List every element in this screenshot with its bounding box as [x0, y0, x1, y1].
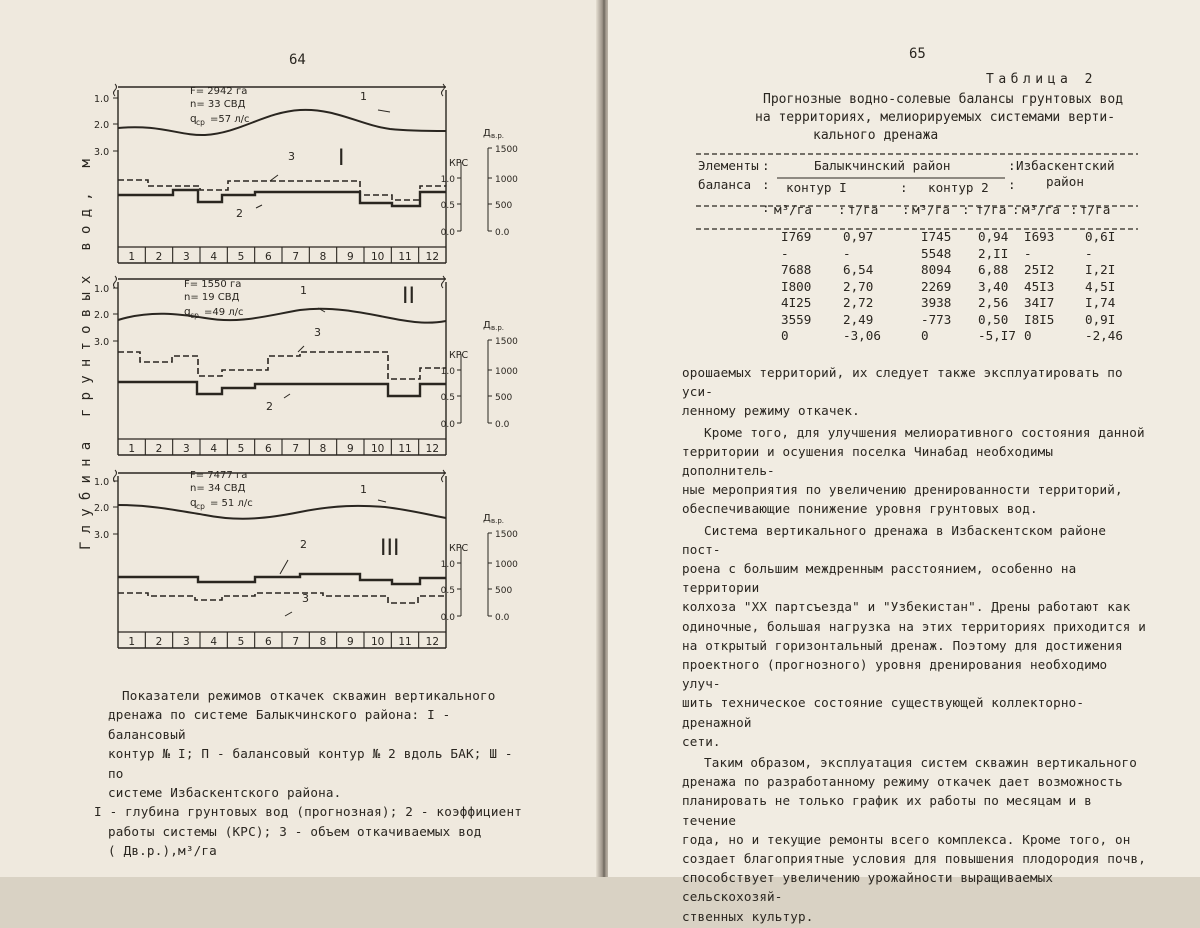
table-title-line: Прогнозные водно-солевые балансы грунтовых вод: [763, 92, 1124, 107]
month-label: 4: [210, 251, 218, 263]
month-label: 1: [128, 251, 136, 263]
table-header-contour1: контур I: [786, 180, 847, 195]
paragraph: [682, 753, 1152, 926]
curve-label: 1: [360, 90, 367, 103]
table-cell: 7688: [781, 262, 812, 277]
dvr-tick-label: 1500: [495, 337, 518, 347]
month-label: 10: [370, 443, 385, 455]
caption-line: контур № I; П - балансовый контур № 2 вдоль БАК; Ш - по: [108, 746, 513, 781]
text-line: шить техническое состояние существующей коллекторно-дренажной: [682, 695, 1085, 730]
table-unit: м³/га: [912, 202, 950, 217]
month-label: 11: [398, 251, 412, 263]
table-cell: -: [1085, 245, 1093, 261]
table-unit: м³/га: [1022, 202, 1060, 217]
table-cell: 0: [781, 328, 789, 343]
month-label: 9: [346, 636, 354, 648]
krs-tick-label: 0.5: [440, 201, 455, 211]
krs-tick-label: 0.5: [440, 586, 455, 596]
depth-tick-label: 1.0: [94, 94, 110, 105]
axis-break-mark: [114, 470, 117, 482]
table-unit: т/га: [1080, 202, 1111, 217]
curve-label: 2: [300, 538, 307, 551]
table-cell: -3,06: [843, 328, 881, 343]
figure-caption: [94, 686, 528, 861]
table-header-balyk: Балыкчинский район: [814, 158, 951, 173]
text-line: ные мероприятия по увеличению дренированности территорий,: [682, 482, 1123, 498]
table-unit: м³/га: [774, 202, 812, 217]
chart-flow-symbol: q: [184, 306, 191, 318]
body-text: [682, 363, 1152, 928]
month-label: 8: [319, 443, 327, 455]
text-line: создает благоприятные условия для повышения плодородия почв,: [682, 851, 1146, 867]
table-cell: 2,70: [843, 278, 874, 294]
text-line: Система вертикального дренажа в Избаскентском районе пост-: [682, 522, 1107, 557]
table-header-contour2: контур 2: [928, 180, 989, 195]
table-cell: 0,9I: [1085, 311, 1116, 327]
groundwater-depth-curve: [118, 309, 446, 323]
krs-tick-label: 1.0: [440, 367, 455, 377]
chart-wells: n= 33 СВД: [190, 99, 246, 110]
krs-tick-label: 0.0: [440, 228, 455, 238]
table-cell: 0,97: [843, 229, 874, 244]
month-label: 10: [370, 251, 385, 263]
table-cell: I745: [921, 229, 952, 244]
dvr-axis-title: Д: [483, 320, 491, 331]
chart-flow-symbol: q: [190, 497, 197, 509]
table-cell: 25I2: [1024, 262, 1055, 277]
text-line: года, но и текущие ремонты всего комплекса. Кроме того, он: [682, 831, 1131, 847]
krs-axis-title: КРС: [449, 158, 469, 169]
table-cell: 0: [1024, 328, 1032, 343]
month-label: 9: [346, 251, 354, 263]
dvr-tick-label: 1500: [495, 145, 518, 155]
text-line: Таким образом, эксплуатация систем скважин вертикального: [704, 755, 1137, 771]
dvr-axis-subscript: в.р.: [491, 517, 505, 525]
axis-break-mark: [114, 84, 117, 96]
table-cell: 0,6I: [1085, 229, 1116, 244]
curve-leader: [378, 110, 390, 112]
depth-tick-label: 3.0: [94, 530, 110, 541]
month-label: 7: [292, 443, 300, 455]
month-label: 5: [237, 251, 245, 263]
month-label: 6: [264, 251, 272, 263]
dvr-tick-label: 0.0: [495, 420, 510, 430]
table-header-elements: Элементы: [698, 158, 759, 173]
axis-break-mark: [442, 84, 445, 96]
month-label: 11: [398, 443, 412, 455]
text-line: сети.: [682, 733, 721, 749]
caption-line: I - глубина грунтовых вод (прогнозная); 2 - коэффициент: [94, 804, 523, 820]
krs-tick-label: 1.0: [440, 175, 455, 185]
krs-tick-label: 0.5: [440, 393, 455, 403]
caption-line: Показатели режимов откачек скважин вертикального: [122, 688, 496, 703]
chart-roman-label: I: [338, 146, 345, 171]
table-cell: -2,46: [1085, 328, 1123, 343]
depth-tick-label: 2.0: [94, 503, 110, 514]
pumped-volume-line: [118, 593, 446, 603]
groundwater-depth-curve: [118, 505, 446, 519]
curve-label: 3: [314, 326, 321, 339]
table-cell: I800: [781, 278, 812, 294]
month-label: 1: [128, 636, 136, 648]
chart-area: F= 1550 га: [184, 279, 242, 290]
table-cell: I,2I: [1085, 262, 1116, 277]
table-cell: 8094: [921, 262, 952, 277]
krs-tick-label: 1.0: [440, 560, 455, 570]
dvr-tick-label: 500: [495, 586, 513, 596]
chart-area: F= 7477 га: [190, 470, 248, 481]
pumped-volume-line: [118, 180, 446, 200]
left-page: [0, 0, 604, 877]
krs-axis-title: КРС: [449, 543, 469, 554]
table-cell: I8I5: [1024, 311, 1055, 327]
dvr-tick-label: 1500: [495, 530, 518, 540]
curve-label: 2: [236, 207, 243, 220]
chart-flow-symbol: q: [190, 113, 197, 125]
text-line: ленному режиму откачек.: [682, 403, 860, 419]
table-unit: т/га: [848, 202, 879, 217]
text-line: на открытый горизонтальный дренаж. Поэтому для достижения: [682, 637, 1123, 653]
chart-wells: n= 34 СВД: [190, 483, 246, 494]
text-line: Кроме того, для улучшения мелиоративного состояния данной: [704, 424, 1145, 440]
chart-area: F= 2942 га: [190, 86, 248, 97]
groundwater-depth-curve: [118, 110, 446, 135]
month-label: 2: [155, 636, 163, 648]
text-line: территории и осушения поселка Чинабад необходимы дополнитель-: [682, 443, 1054, 479]
table-cell: 3559: [781, 311, 812, 327]
y-axis-label: Глубина грунтовых вод, м: [78, 150, 94, 550]
table-label: Таблица 2: [986, 72, 1097, 87]
dvr-tick-label: 0.0: [495, 613, 510, 623]
table-cell: 2,56: [978, 295, 1009, 310]
caption-line: системе Избаскентского района.: [108, 785, 342, 801]
text-line: способствует увеличению урожайности выращиваемых сельскохозяй-: [682, 870, 1054, 905]
table-cell: 2,II: [978, 245, 1009, 261]
month-label: 3: [182, 443, 190, 455]
curve-leader: [298, 346, 304, 352]
table-cell: 6,54: [843, 262, 874, 277]
table-cell: 0,50: [978, 311, 1009, 327]
page-number-right: 65: [909, 46, 926, 62]
dvr-axis-subscript: в.р.: [491, 132, 505, 140]
month-label: 8: [319, 251, 327, 263]
krs-tick-label: 0.0: [440, 420, 455, 430]
table-cell: -: [781, 245, 789, 261]
chart-flow-subscript: ср: [190, 311, 199, 320]
depth-tick-label: 3.0: [94, 147, 110, 158]
paragraph: [682, 363, 1152, 421]
caption-line: работы системы (КРС); 3 - объем откачиваемых вод: [108, 823, 482, 839]
curve-leader: [256, 205, 262, 208]
page-number-left: 64: [289, 52, 306, 68]
table-cell: 5548: [921, 245, 952, 261]
krs-line: [118, 190, 446, 206]
table-cell: 3,40: [978, 278, 1009, 294]
depth-tick-label: 1.0: [94, 477, 110, 488]
month-label: 12: [425, 636, 440, 648]
depth-tick-label: 3.0: [94, 337, 110, 348]
chart-flow: = 51 л/с: [210, 498, 253, 509]
text-line: дренажа по разработанному режиму откачек дает возможность: [682, 774, 1123, 790]
table-cell: I693: [1024, 229, 1055, 244]
curve-leader: [285, 612, 292, 616]
table-cell: 0,94: [978, 229, 1009, 244]
curve-label: 3: [302, 592, 309, 605]
axis-break-mark: [442, 276, 445, 288]
month-label: 8: [319, 636, 327, 648]
dvr-tick-label: 1000: [495, 560, 518, 570]
table-title-line: на территориях, мелиорируемых системами верти-: [755, 110, 1116, 125]
text-line: роена с большим междренным расстоянием, особенно на территории: [682, 561, 1077, 596]
table-title-line: кального дренажа: [813, 128, 939, 143]
text-line: ственных культур.: [682, 908, 814, 924]
month-label: 12: [425, 251, 440, 263]
table-header-izbask: район: [1046, 174, 1084, 189]
table-header-izbask: Избаскентский: [1016, 158, 1115, 173]
month-label: 7: [292, 636, 300, 648]
dvr-axis-title: Д: [483, 128, 491, 139]
axis-break-mark: [114, 276, 117, 288]
month-label: 3: [182, 251, 190, 263]
dvr-tick-label: 500: [495, 393, 513, 403]
chart-flow-subscript: ср: [196, 118, 205, 127]
table-cell: -5,I7: [978, 328, 1016, 343]
text-line: проектного (прогнозного) уровня дренирования необходимо улуч-: [682, 657, 1108, 692]
table-cell: -: [843, 245, 851, 261]
paragraph: [682, 423, 1152, 519]
table-cell: 45I3: [1024, 278, 1055, 294]
table-cell: 3938: [921, 295, 952, 310]
dvr-tick-label: 0.0: [495, 228, 510, 238]
krs-axis-title: КРС: [449, 350, 469, 361]
curve-leader: [280, 560, 288, 574]
month-label: 5: [237, 636, 245, 648]
axis-break-mark: [442, 470, 445, 482]
krs-line: [118, 382, 446, 396]
table-cell: 2,49: [843, 311, 874, 327]
curve-leader: [284, 394, 290, 398]
chart-roman-label: III: [380, 536, 400, 561]
month-label: 2: [155, 251, 163, 263]
curve-label: 1: [300, 284, 307, 297]
depth-tick-label: 2.0: [94, 120, 110, 131]
krs-line: [118, 574, 446, 584]
krs-tick-label: 0.0: [440, 613, 455, 623]
dvr-tick-label: 1000: [495, 175, 518, 185]
text-line: колхоза "XX партсъезда" и "Узбекистан". Дрены работают как: [682, 599, 1131, 615]
caption-line: дренажа по системе Балыкчинского района: I - балансовый: [108, 707, 451, 742]
depth-tick-label: 2.0: [94, 310, 110, 321]
curve-label: 3: [288, 150, 295, 163]
table-header-elements: баланса: [698, 177, 752, 192]
curve-leader: [270, 175, 278, 181]
dvr-tick-label: 500: [495, 201, 513, 211]
text-line: орошаемых территорий, их следует также эксплуатировать по уси-: [682, 365, 1123, 400]
month-label: 12: [425, 443, 440, 455]
table-cell: 2,72: [843, 295, 874, 310]
text-line: обеспечивающие понижение уровня грунтовых вод.: [682, 501, 1038, 517]
pumped-volume-line: [118, 352, 446, 379]
month-label: 7: [292, 251, 300, 263]
month-label: 2: [155, 443, 163, 455]
table-cell: I,74: [1085, 295, 1116, 310]
table-cell: -773: [921, 311, 952, 327]
month-label: 4: [210, 636, 218, 648]
month-label: 9: [346, 443, 354, 455]
text-line: одиночные, большая нагрузка на этих территориях приходится и: [682, 618, 1146, 634]
paragraph: [682, 521, 1152, 751]
month-label: 3: [182, 636, 190, 648]
dvr-axis-subscript: в.р.: [491, 324, 505, 332]
table-cell: 4,5I: [1085, 278, 1116, 294]
chart-flow: =49 л/с: [204, 307, 244, 318]
caption-line: ( Дв.р.),м³/га: [108, 843, 217, 859]
chart-wells: n= 19 СВД: [184, 292, 240, 303]
table-cell: 34I7: [1024, 295, 1055, 310]
month-label: 6: [264, 636, 272, 648]
table-cell: I769: [781, 229, 812, 244]
dvr-tick-label: 1000: [495, 367, 518, 377]
month-label: 4: [210, 443, 218, 455]
month-label: 6: [264, 443, 272, 455]
table-cell: 4I25: [781, 295, 812, 310]
table-cell: -: [1024, 245, 1032, 261]
month-label: 10: [370, 636, 385, 648]
month-label: 5: [237, 443, 245, 455]
chart-flow: =57 л/с: [210, 114, 250, 125]
month-label: 11: [398, 636, 412, 648]
table-cell: 2269: [921, 278, 952, 294]
curve-leader: [378, 500, 386, 502]
table-cell: 0: [921, 328, 929, 343]
table-unit: т/га: [976, 202, 1007, 217]
text-line: планировать не только график их работы по месяцам и в течение: [682, 793, 1092, 828]
month-label: 1: [128, 443, 136, 455]
depth-tick-label: 1.0: [94, 284, 110, 295]
table-cell: 6,88: [978, 262, 1009, 277]
chart-roman-label: II: [402, 284, 415, 309]
chart-flow-subscript: ср: [196, 502, 205, 511]
curve-label: 1: [360, 483, 367, 496]
curve-label: 2: [266, 400, 273, 413]
dvr-axis-title: Д: [483, 513, 491, 524]
